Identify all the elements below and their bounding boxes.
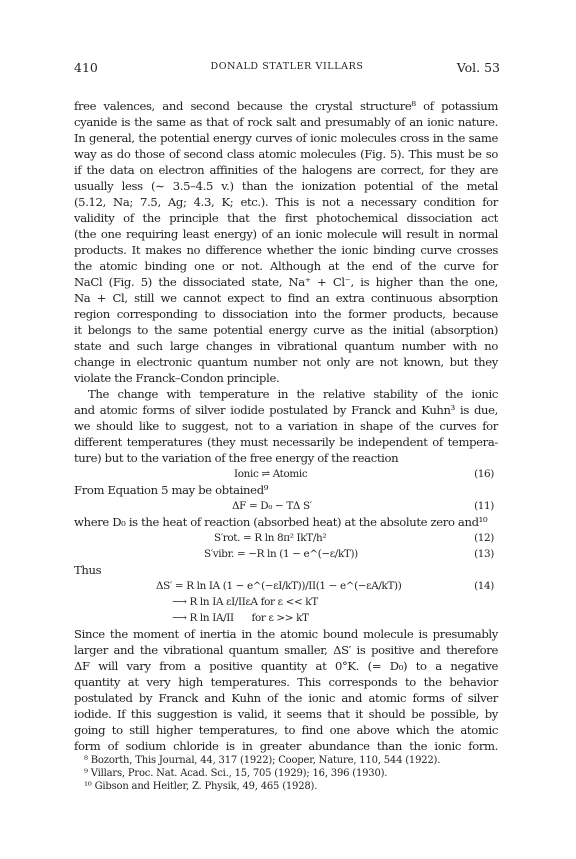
text-line: different temperatures (they must necessarily be independent of tempera- — [74, 435, 498, 449]
text-line: From Equation 5 may be obtained⁹ — [74, 483, 269, 497]
text-line: and atomic forms of silver iodide postulated by Franck and Kuhn³ is due, — [74, 403, 498, 417]
paragraph-3 — [74, 626, 498, 754]
text-line: In general, the potential energy curves of ionic molecules cross in the same — [74, 131, 498, 145]
equation-text: S′vibr. = −R ln (1 − e^(−ε/kT)) — [204, 548, 358, 560]
text-line: state and such large changes in vibrational quantum number with no — [74, 339, 498, 353]
running-title: DONALD STATLER VILLARS — [210, 61, 364, 72]
text-line: we should like to suggest, not to a variation in shape of the curves for — [74, 419, 498, 433]
text-line: cyanide is the same as that of rock salt and presumably of an ionic nature. — [74, 115, 498, 129]
text-line: Since the moment of inertia in the atomic bound molecule is presumably — [74, 627, 498, 641]
equation-14 — [74, 578, 498, 594]
text-line: (5.12, Na; 7.5, Ag; 4.3, K; etc.). This is not a necessary condition for — [74, 195, 498, 209]
text-line: region corresponding to dissociation into the former products, because — [74, 307, 498, 321]
equation-16 — [74, 466, 498, 482]
equation-text: S′rot. = R ln 8π² IkT/h² — [214, 532, 327, 544]
text-line: validity of the principle that the first photochemical dissociation act — [74, 211, 498, 225]
equation-text: ⟶ R ln IA εI/IIεA for ε << kT — [172, 596, 318, 608]
text-line: form of sodium chloride is in greater abundance than the ionic form. — [74, 739, 498, 753]
text-line: products. It makes no difference whether the ionic binding curve crosses — [74, 243, 498, 257]
text-line: larger and the vibrational quantum smaller, ΔS′ is positive and therefore — [74, 643, 498, 657]
volume-label: Vol. 53 — [456, 60, 500, 75]
text-line: NaCl (Fig. 5) the dissociated state, Na⁺ + Cl⁻, is higher than the one, — [74, 275, 498, 289]
paragraph-2 — [74, 386, 498, 466]
text-line: usually less (∼ 3.5–4.5 v.) than the ionization potential of the metal — [74, 179, 498, 193]
text-line: way as do those of second class atomic molecules (Fig. 5). This must be so — [74, 147, 498, 161]
text-line: free valences, and second because the crystal structure⁸ of potassium — [74, 99, 498, 113]
text-line: ture) but to the variation of the free energy of the reaction — [74, 451, 399, 465]
page-body — [74, 98, 498, 793]
equation-14-limit-b — [74, 610, 498, 626]
equation-text: ΔS′ = R ln IA (1 − e^(−εI/kT))/II(1 − e^(−εA/kT)) — [156, 580, 402, 592]
text-line: if the data on electron affinities of the halogens are correct, for they are — [74, 163, 498, 177]
equation-14-limit-a — [74, 594, 498, 610]
footnote: ¹⁰ Gibson and Heitler, Z. Physik, 49, 465 (1928). — [84, 781, 318, 792]
equation-text: ⟶ R ln IA/II for ε >> kT — [172, 612, 309, 624]
equation-12 — [74, 530, 498, 546]
text-line: where D₀ is the heat of reaction (absorbed heat) at the absolute zero and¹⁰ — [74, 515, 488, 529]
equation-text: Ionic ⇌ Atomic — [234, 468, 308, 480]
text-line: change in electronic quantum number not only are not known, but they — [74, 355, 498, 369]
text-line: postulated by Franck and Kuhn of the ionic and atomic forms of silver — [74, 691, 498, 705]
text-line: Na + Cl, still we cannot expect to find an extra continuous absorption — [74, 291, 498, 305]
text-line: the atomic binding one or not. Although at the end of the curve for — [74, 259, 498, 273]
text-line: The change with temperature in the relative stability of the ionic — [88, 387, 498, 401]
text-line: Thus — [74, 563, 102, 577]
text-line: it belongs to the same potential energy curve as the initial (absorption) — [74, 323, 498, 337]
equation-number: (16) — [474, 468, 494, 480]
footnote: ⁸ Bozorth, This Journal, 44, 317 (1922); Cooper, Nature, 110, 544 (1922). — [84, 755, 441, 766]
equation-11 — [74, 498, 498, 514]
footnote: ⁹ Villars, Proc. Nat. Acad. Sci., 15, 705 (1929); 16, 396 (1930). — [84, 768, 388, 779]
equation-text: ΔF = D₀ − TΔ S′ — [232, 500, 312, 512]
equation-number: (14) — [474, 580, 494, 592]
paragraph-1 — [74, 98, 498, 386]
equation-13 — [74, 546, 498, 562]
text-line: iodide. If this suggestion is valid, it seems that it should be possible, by — [74, 707, 498, 721]
page-number: 410 — [74, 60, 98, 75]
equation-number: (11) — [474, 500, 494, 512]
page-header — [74, 60, 500, 78]
text-line: quantity at very high temperatures. This corresponds to the behavior — [74, 675, 498, 689]
text-line: going to still higher temperatures, to find one above which the atomic — [74, 723, 498, 737]
text-line: violate the Franck–Condon principle. — [74, 371, 280, 385]
text-line: (the one requiring least energy) of an ionic molecule will result in normal — [74, 227, 498, 241]
footnotes — [74, 754, 498, 793]
equation-number: (12) — [474, 532, 494, 544]
text-line: ΔF will vary from a positive quantity at 0°K. (= D₀) to a negative — [74, 659, 498, 673]
equation-number: (13) — [474, 548, 494, 560]
